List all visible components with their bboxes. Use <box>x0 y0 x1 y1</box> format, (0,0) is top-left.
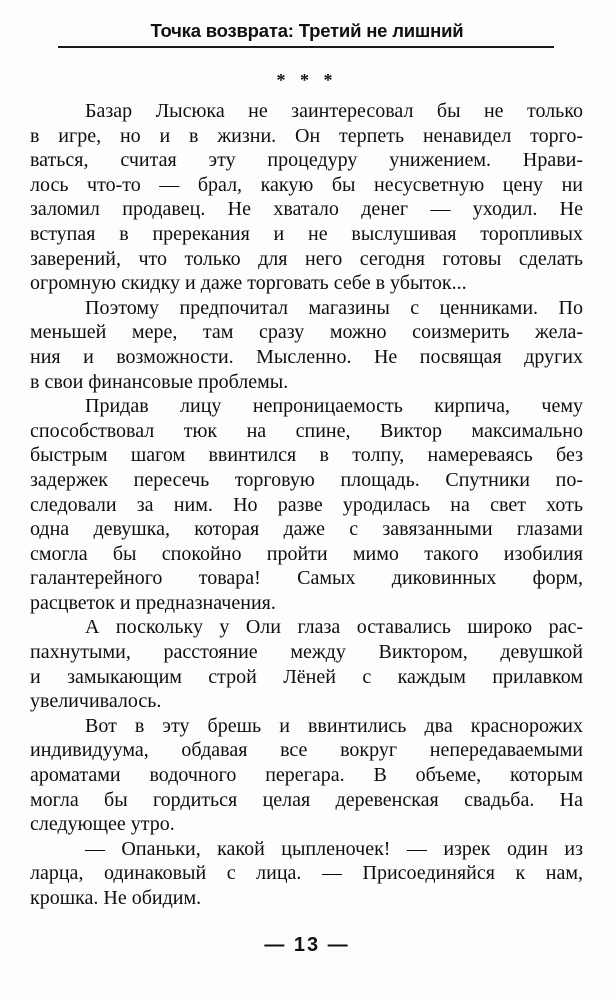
text-line: в игре, но и в жизни. Он терпеть ненавидел торго- <box>30 124 583 147</box>
paragraph <box>30 394 583 615</box>
text-line: Вот в эту брешь и ввинтились два краснорожих <box>85 714 583 737</box>
text-line: пахнутыми, расстояние между Виктором, девушкой <box>30 641 583 664</box>
text-line: в свои финансовые проблемы. <box>30 370 289 393</box>
text-line: вступая в пререкания и не выслушивая торопливых <box>30 222 583 245</box>
text-line: А поскольку у Оли глаза оставались широко рас- <box>85 616 583 639</box>
text-line: увеличивалось. <box>30 690 162 713</box>
text-line: ния и возможности. Мысленно. Не посвящая других <box>30 345 583 368</box>
text-line: расцветок и предназначения. <box>30 591 276 614</box>
text-line: ларца, одинаковый с лица. — Присоединяйся к нам, <box>30 862 583 885</box>
text-line: ароматами водочного перегара. В объеме, которым <box>30 764 583 787</box>
text-line: огромную скидку и даже торговать себе в убыток... <box>30 272 467 295</box>
paragraph <box>30 296 583 394</box>
text-line: — Опаньки, какой цыпленочек! — изрек один из <box>85 837 583 860</box>
text-line: следовали за ним. Но разве уродилась на свет хоть <box>30 493 583 516</box>
text-line: способствовал тюк на спине, Виктор максимально <box>30 419 583 442</box>
text-line: меньшей мере, там сразу можно соизмерить жела- <box>30 321 583 344</box>
section-separator: * * * <box>276 70 338 90</box>
paragraph <box>30 99 583 296</box>
text-line: заверений, что только для него сегодня готовы сделать <box>30 247 583 270</box>
paragraph <box>30 714 583 837</box>
body-text <box>30 99 583 911</box>
text-line: Придав лицу непроницаемость кирпича, чему <box>85 395 583 418</box>
text-line: Поэтому предпочитал магазины с ценниками. По <box>85 296 583 319</box>
text-line: одна девушка, которая даже с завязанными глазами <box>30 518 583 541</box>
page-number: — 13 — <box>264 934 350 956</box>
text-line: задержек пересечь торговую площадь. Спутники по- <box>30 468 583 491</box>
text-line: Базар Лысюка не заинтересовал бы не только <box>85 100 583 122</box>
paragraph <box>30 615 583 713</box>
text-line: крошка. Не обидим. <box>30 887 202 909</box>
text-line: индивидуума, обдавая все вокруг непередаваемыми <box>30 739 583 762</box>
text-line: заломил продавец. Не хватало денег — уходил. Не <box>30 198 583 221</box>
text-line: галантерейного товара! Самых диковинных форм, <box>30 567 583 590</box>
header-rule <box>58 46 554 48</box>
text-line: лось что-то — брал, какую бы несусветную цену ни <box>30 173 583 196</box>
text-line: следующее утро. <box>30 813 175 836</box>
running-header-title: Точка возврата: Третий не лишний <box>150 20 464 41</box>
paragraph <box>30 837 583 911</box>
text-line: и замыкающим строй Лёней с каждым прилавком <box>30 665 583 688</box>
text-line: могла бы гордиться целая деревенская свадьба. На <box>30 788 583 811</box>
text-line: ваться, считая эту процедуру унижением. Нрави- <box>30 149 583 172</box>
text-line: быстрым шагом ввинтился в толпу, намереваясь без <box>30 444 583 467</box>
text-line: смогла бы спокойно пройти мимо такого изобилия <box>30 542 583 565</box>
